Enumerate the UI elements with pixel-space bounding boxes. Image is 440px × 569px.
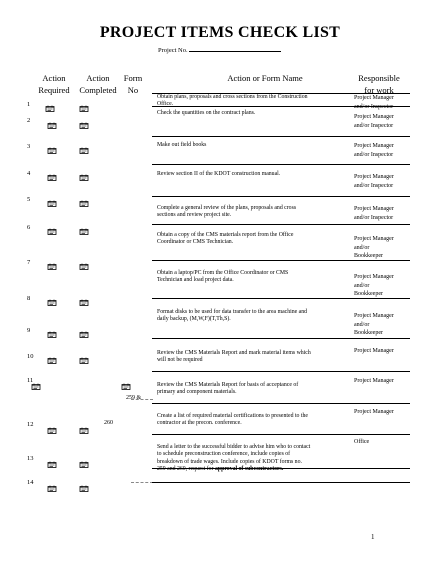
responsible-line: and/or (354, 244, 370, 251)
responsible-line: Project Manager (354, 143, 394, 149)
action-required-checkbox-icon[interactable] (47, 325, 57, 332)
responsible-party (354, 273, 424, 299)
description-line: Obtain plans, proposals and cross sections from the Construction (157, 94, 308, 100)
responsible-line: Bookkeeper (354, 291, 383, 298)
header-action-completed: Action Completed (79, 73, 117, 95)
description-line: Check the quantities on the contract plans. (157, 110, 256, 116)
action-description (157, 171, 347, 178)
action-completed-checkbox-icon[interactable] (79, 168, 89, 175)
action-completed-checkbox-icon[interactable] (79, 455, 89, 462)
row-divider (152, 338, 410, 339)
responsible-line: Project Manager (354, 313, 394, 319)
responsible-line: Project Manager (354, 378, 394, 384)
row-number: 6 (27, 224, 31, 231)
action-description (157, 444, 347, 474)
action-required-checkbox-icon[interactable] (47, 293, 57, 300)
responsible-line: Project Manager (354, 206, 394, 212)
header-action-required: Action Required (38, 73, 70, 95)
row-divider (152, 164, 410, 165)
description-line: Format disks to be used for data transfer to the area machine and (157, 309, 308, 315)
responsible-party (354, 113, 424, 130)
page-number: 1 (371, 533, 375, 541)
action-description (157, 205, 347, 220)
action-description (157, 350, 347, 365)
responsible-line: and/or (354, 282, 370, 289)
header-form-no: Form No (123, 73, 143, 95)
row-number: 3 (27, 143, 31, 150)
action-required-checkbox-icon[interactable] (47, 116, 57, 123)
row-number: 14 (27, 479, 34, 486)
action-completed-checkbox-icon[interactable] (79, 141, 89, 148)
row-divider (152, 136, 410, 137)
row-number: 8 (27, 295, 31, 302)
row-divider (152, 371, 410, 372)
responsible-line: Project Manager (354, 274, 394, 280)
responsible-line: Project Manager (354, 348, 394, 354)
header-divider (152, 93, 410, 94)
row-divider (152, 298, 410, 299)
responsible-line: Bookkeeper (354, 253, 383, 260)
action-required-checkbox-icon[interactable] (47, 479, 57, 486)
row-number: 10 (27, 353, 34, 360)
action-description (157, 413, 347, 428)
action-description (157, 382, 347, 397)
responsible-party (354, 408, 424, 417)
responsible-line: Project Manager (354, 174, 394, 180)
description-line: Review the CMS Materials Report for basis of acceptance of (157, 382, 299, 388)
action-required-checkbox-icon[interactable] (47, 455, 57, 462)
description-line: Complete a general review of the plans, proposals and cross (157, 205, 297, 211)
description-line: Review the CMS Materials Report and mark material items which (157, 350, 311, 356)
action-completed-checkbox-icon[interactable] (79, 325, 89, 332)
responsible-line: Office (354, 439, 370, 445)
row-number: 13 (27, 455, 34, 462)
action-required-checkbox-icon[interactable] (47, 351, 57, 358)
responsible-line: and/or Inspector (354, 103, 394, 110)
action-required-checkbox-icon[interactable] (45, 99, 55, 106)
action-description (157, 142, 347, 149)
page-title: PROJECT ITEMS CHECK LIST (99, 24, 341, 41)
action-description (157, 110, 347, 117)
row-number: 12 (27, 421, 34, 428)
responsible-line: Project Manager (354, 236, 394, 242)
responsible-line: Project Manager (354, 409, 394, 415)
row-number: 9 (27, 327, 31, 334)
project-number-line[interactable] (189, 45, 281, 52)
action-completed-checkbox-icon[interactable] (79, 99, 89, 106)
row-number: 2 (27, 117, 31, 124)
form-column-rule (131, 482, 153, 483)
responsible-line: and/or Inspector (354, 151, 394, 158)
action-required-checkbox-icon[interactable] (47, 222, 57, 229)
action-completed-checkbox-icon[interactable] (79, 222, 89, 229)
description-line: primary and component materials. (157, 389, 237, 396)
project-number-label: Project No. (158, 47, 188, 54)
action-description (157, 232, 347, 247)
description-line: Office. (157, 101, 174, 108)
action-required-checkbox-icon[interactable] (47, 421, 57, 428)
row-divider (152, 260, 410, 261)
responsible-line: and/or Inspector (354, 182, 394, 189)
description-line: Technician and load project data. (157, 277, 234, 284)
description-line: Coordinator or CMS Technician. (157, 239, 234, 246)
description-line: Send a letter to the successful bidder to advise him who to contact (157, 444, 311, 450)
row-number: 4 (27, 170, 31, 177)
description-line: contractor at the precon. conference. (157, 420, 242, 427)
header-action-name: Action or Form Name (227, 73, 303, 83)
form-number: 259 & (126, 395, 142, 401)
description-line: breakdown of trade wages. Include copies of KDOT forms no. (157, 458, 302, 465)
description-line: sections and review project site. (157, 212, 232, 219)
responsible-line: and/or Inspector (354, 122, 394, 129)
responsible-party (354, 94, 424, 111)
responsible-party (354, 142, 424, 159)
action-completed-checkbox-icon[interactable] (121, 377, 131, 384)
action-required-checkbox-icon[interactable] (31, 377, 41, 384)
row-divider (152, 434, 410, 435)
action-completed-checkbox-icon[interactable] (79, 194, 89, 201)
row-divider (152, 196, 410, 197)
responsible-line: Project Manager (354, 95, 394, 101)
description-text: 259 and 260, request for (157, 466, 215, 473)
row-number: 7 (27, 259, 31, 266)
row-divider (152, 468, 410, 469)
row-divider (152, 224, 410, 225)
responsible-party (354, 312, 424, 338)
description-line: Create a list of required material certifications to presented to the (157, 413, 308, 419)
action-required-checkbox-icon[interactable] (47, 194, 57, 201)
action-completed-checkbox-icon[interactable] (79, 421, 89, 428)
action-completed-checkbox-icon[interactable] (79, 479, 89, 486)
action-completed-checkbox-icon[interactable] (79, 116, 89, 123)
project-number-field[interactable] (158, 45, 281, 54)
action-required-checkbox-icon[interactable] (47, 141, 57, 148)
action-required-checkbox-icon[interactable] (47, 257, 57, 264)
row-divider (152, 106, 410, 107)
header-responsible: Responsible for work (358, 73, 400, 95)
responsible-party (354, 173, 424, 190)
row-number: 11 (27, 377, 34, 384)
action-description (157, 270, 347, 285)
form-column-rule (131, 399, 153, 400)
description-line: Obtain a copy of the CMS materials report from the Office (157, 232, 294, 238)
action-completed-checkbox-icon[interactable] (79, 351, 89, 358)
form-number: 260 (104, 420, 113, 426)
action-completed-checkbox-icon[interactable] (79, 257, 89, 264)
responsible-party (354, 347, 424, 356)
responsible-line: and/or (354, 321, 370, 328)
action-completed-checkbox-icon[interactable] (79, 293, 89, 300)
description-line: Obtain a laptop/PC from the Office Coordinator or CMS (157, 270, 289, 276)
action-description (157, 309, 347, 324)
bottom-divider (152, 482, 410, 483)
action-required-checkbox-icon[interactable] (47, 168, 57, 175)
responsible-party (354, 438, 424, 447)
description-line: daily backup, (M,W,F)(T,Th,S). (157, 316, 231, 323)
description-line: to schedule preconstruction conference, include copies of (157, 451, 291, 458)
row-number: 1 (27, 101, 31, 108)
description-line: Make out field books (157, 142, 207, 148)
description-line: Review section II of the KDOT construction manual. (157, 171, 281, 177)
row-divider (152, 403, 410, 404)
responsible-line: Bookkeeper (354, 330, 383, 337)
responsible-party (354, 377, 424, 386)
row-number: 5 (27, 196, 31, 203)
responsible-party (354, 235, 424, 261)
responsible-party (354, 205, 424, 222)
responsible-line: and/or Inspector (354, 214, 394, 221)
description-line: will not be required (157, 357, 203, 364)
description-emphasis: approval of subcontractors. (214, 466, 284, 473)
responsible-line: Project Manager (354, 114, 394, 120)
